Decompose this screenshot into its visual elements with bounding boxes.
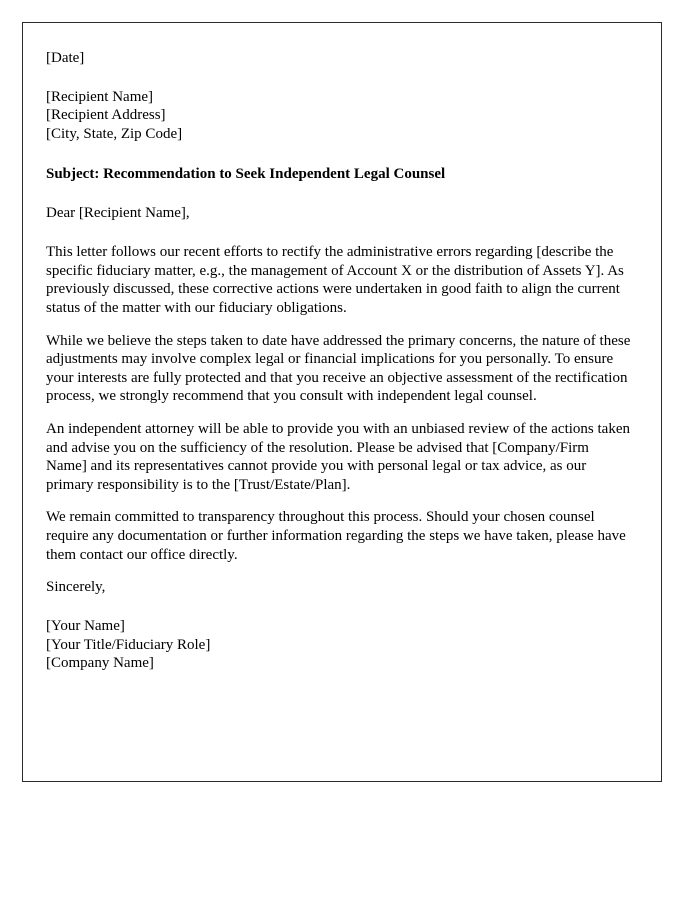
signature-company-line: [Company Name] (46, 654, 154, 671)
date-placeholder: [Date] (46, 50, 85, 66)
salutation-line: Dear [Recipient Name], (46, 205, 190, 222)
body-paragraph-1: This letter follows our recent efforts to rectify the administrative errors regarding [describe the specific fiduciary matter, e.g., the management of Account X or the distribution of Assets Y]. As previously discussed, these corrective actions were undertaken in good faith to align the current status of the matter with our fiduciary obligations. (46, 244, 624, 316)
signature-block (46, 617, 631, 672)
letter-page (22, 22, 662, 782)
body-paragraph-4: We remain committed to transparency throughout this process. Should your chosen counsel require any documentation or further information regarding the steps we have taken, please have them contact our office directly. (46, 509, 626, 563)
closing-line: Sincerely, (46, 579, 106, 596)
body-paragraph-3: An independent attorney will be able to provide you with an unbiased review of the actions taken and advise you on the sufficiency of the resolution. Please be advised that [Company/Firm Name] and its representatives cannot provide you with personal legal or tax advice, as our primary responsibility is to the [Trust/Estate/Plan]. (46, 420, 630, 493)
subject-line: Subject: Recommendation to Seek Independent Legal Counsel (46, 165, 446, 182)
recipient-name-line: [Recipient Name] (46, 89, 154, 106)
signature-name-line: [Your Name] (46, 618, 125, 635)
body-paragraph-2: While we believe the steps taken to date have addressed the primary concerns, the nature of these adjustments may involve complex legal or financial implications for you personally. To ensure your interests are fully protected and that you receive an objective assessment of the rectification process, we strongly recommend that you consult with independent legal counsel. (46, 332, 631, 405)
recipient-address-line: [Recipient Address] (46, 107, 166, 124)
recipient-address-block (46, 88, 631, 143)
letter-content (23, 23, 661, 672)
recipient-city-state-zip-line: [City, State, Zip Code] (46, 125, 183, 142)
signature-title-line: [Your Title/Fiduciary Role] (46, 636, 211, 653)
